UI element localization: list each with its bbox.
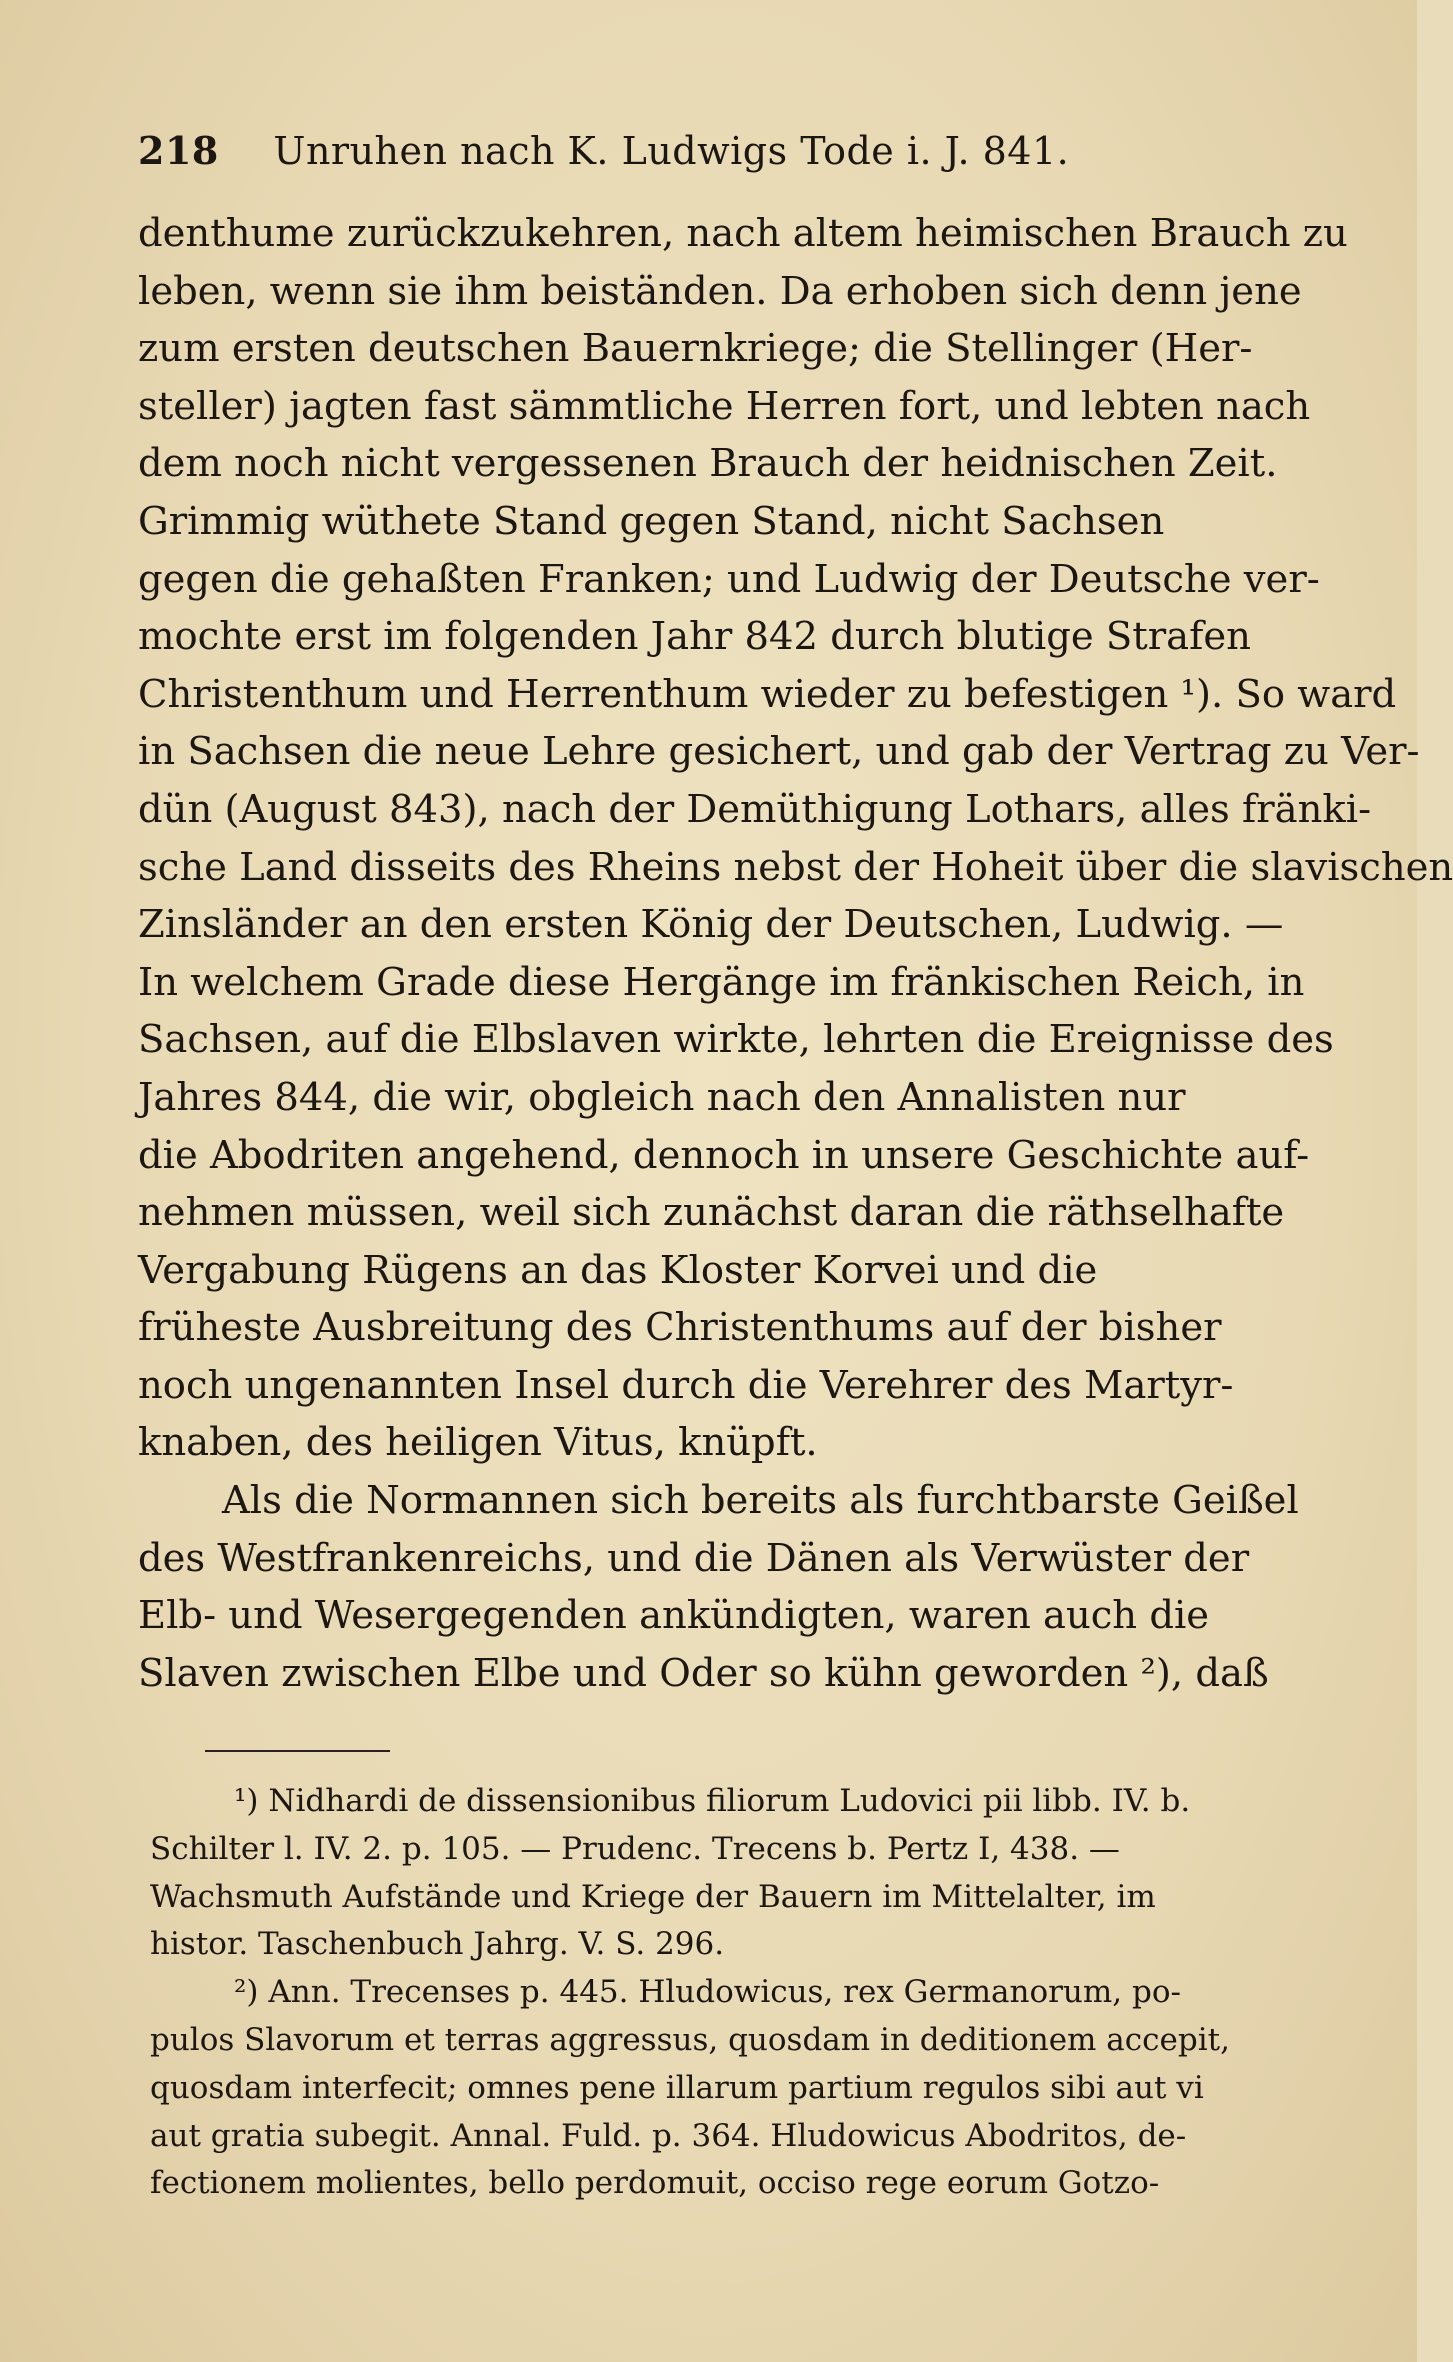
footnote-line: quosdam interfecit; omnes pene illarum partium regulos sibi aut vi: [150, 2069, 1204, 2106]
footnote-line: Wachsmuth Aufstände und Kriege der Bauern im Mittelalter, im: [150, 1878, 1156, 1915]
text-line: noch ungenannten Insel durch die Verehrer des Martyr-: [138, 1362, 1234, 1408]
text-line: gegen die gehaßten Franken; und Ludwig der Deutsche ver-: [138, 556, 1320, 602]
page-number: 218: [138, 128, 219, 173]
text-line: Als die Normannen sich bereits als furchtbarste Geißel: [222, 1478, 1299, 1524]
footnote-divider: [205, 1750, 390, 1752]
text-line: früheste Ausbreitung des Christenthums auf der bisher: [138, 1305, 1222, 1351]
text-line: denthume zurückzukehren, nach altem heimischen Brauch zu: [138, 211, 1348, 256]
text-line: Elb- und Wesergegenden ankündigten, waren auch die: [138, 1593, 1210, 1639]
page-header: [138, 128, 1268, 173]
text-line: Zinsländer an den ersten König der Deutschen, Ludwig. —: [138, 902, 1284, 948]
text-line: dem noch nicht vergessenen Brauch der heidnischen Zeit.: [138, 441, 1278, 487]
text-line: die Abodriten angehend, dennoch in unsere Geschichte auf-: [138, 1132, 1310, 1178]
text-line: mochte erst im folgenden Jahr 842 durch blutige Strafen: [138, 614, 1251, 660]
text-line: knaben, des heiligen Vitus, knüpft.: [138, 1420, 818, 1466]
text-line: in Sachsen die neue Lehre gesichert, und gab der Vertrag zu Ver-: [138, 729, 1420, 775]
footnote-line: Schilter l. IV. 2. p. 105. — Prudenc. Trecens b. Pertz I, 438. —: [150, 1830, 1120, 1867]
text-line: steller) jagten fast sämmtliche Herren fort, und lebten nach: [138, 383, 1311, 429]
text-line: sche Land disseits des Rheins nebst der Hoheit über die slavischen: [138, 844, 1453, 890]
footnote-line: histor. Taschenbuch Jahrg. V. S. 296.: [150, 1926, 725, 1963]
text-line: nehmen müssen, weil sich zunächst daran die räthselhafte: [138, 1190, 1285, 1236]
text-line: Christenthum und Herrenthum wieder zu befestigen ¹). So ward: [138, 671, 1397, 717]
text-line: In welchem Grade diese Hergänge im fränkischen Reich, in: [138, 959, 1305, 1005]
text-line: Grimmig wüthete Stand gegen Stand, nicht Sachsen: [138, 498, 1165, 544]
text-line: zum ersten deutschen Bauernkriege; die Stellinger (Her-: [138, 326, 1253, 372]
text-line: leben, wenn sie ihm beiständen. Da erhoben sich denn jene: [138, 268, 1302, 314]
text-line: Slaven zwischen Elbe und Oder so kühn geworden ²), daß: [138, 1650, 1269, 1696]
running-title: Unruhen nach K. Ludwigs Tode i. J. 841.: [273, 129, 1070, 173]
text-line: dün (August 843), nach der Demüthigung Lothars, alles fränki-: [138, 786, 1372, 832]
text-line: des Westfrankenreichs, und die Dänen als Verwüster der: [138, 1535, 1250, 1581]
footnote-line: ²) Ann. Trecenses p. 445. Hludowicus, rex Germanorum, po-: [234, 1974, 1181, 2011]
footnote-line: pulos Slavorum et terras aggressus, quosdam in deditionem accepit,: [150, 2021, 1230, 2058]
footnotes: [150, 1778, 1270, 2208]
footnote-line: fectionem molientes, bello perdomuit, occiso rege eorum Gotzo-: [150, 2165, 1160, 2202]
text-line: Jahres 844, die wir, obgleich nach den Annalisten nur: [138, 1074, 1186, 1120]
text-line: Vergabung Rügens an das Kloster Korvei und die: [138, 1247, 1098, 1293]
text-line: Sachsen, auf die Elbslaven wirkte, lehrten die Ereignisse des: [138, 1017, 1334, 1063]
footnote-line: ¹) Nidhardi de dissensionibus filiorum Ludovici pii libb. IV. b.: [234, 1783, 1191, 1819]
footnote-line: aut gratia subegit. Annal. Fuld. p. 364. Hludowicus Abodritos, de-: [150, 2117, 1187, 2154]
main-text: [138, 205, 1453, 1702]
